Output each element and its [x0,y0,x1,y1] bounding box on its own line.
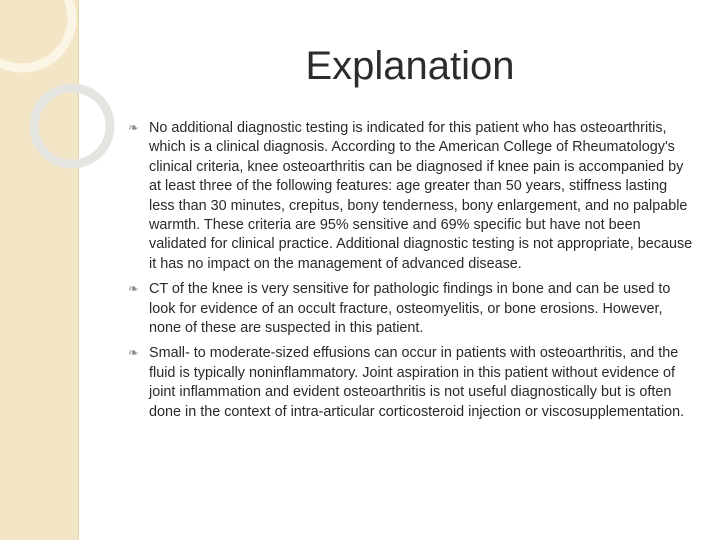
bullet-item [128,344,694,422]
bullet-list [128,119,694,428]
bullet-item [128,280,694,338]
bullet-icon: ❧ [128,121,139,136]
slide-title: Explanation [305,44,515,88]
decorative-circle-small [34,88,110,164]
bullet-item [128,119,694,274]
decorative-circles [0,0,130,200]
bullet-icon: ❧ [128,282,139,298]
bullet-icon: ❧ [128,346,139,362]
bullet-text: Small- to moderate-sized effusions can occur in patients with osteoarthritis, and the fluid is typically noninflammatory. Joint aspiration in this patient without evidence of joint inflammation and evident osteoarthritis is not useful diagnostically but is often done in the context of intra-articular corticosteroid injection or viscosupplementation. [149,345,685,420]
bullet-text: No additional diagnostic testing is indicated for this patient who has osteoarthritis, which is a clinical diagnosis. According to the American College of Rheumatology's clinical criteria, knee osteoarthritis can be diagnosed if knee pain is accompanied by at least three of the following features: age greater than 50 years, stiffness lasting less than 30 minutes, crepitus, bony tenderness, bony enlargement, and no palpable warmth. These criteria are 95% sensitive and 69% specific but have not been validated for clinical practice. Additional diagnostic testing is not appropriate, because it has no impact on the management of advanced disease. [149,120,693,272]
bullet-text: CT of the knee is very sensitive for pathologic findings in bone and can be used to look for evidence of an occult fracture, osteomyelitis, or bone erosions. However, none of these are suspected in this patient. [149,281,671,337]
decorative-circle-large [0,0,72,68]
